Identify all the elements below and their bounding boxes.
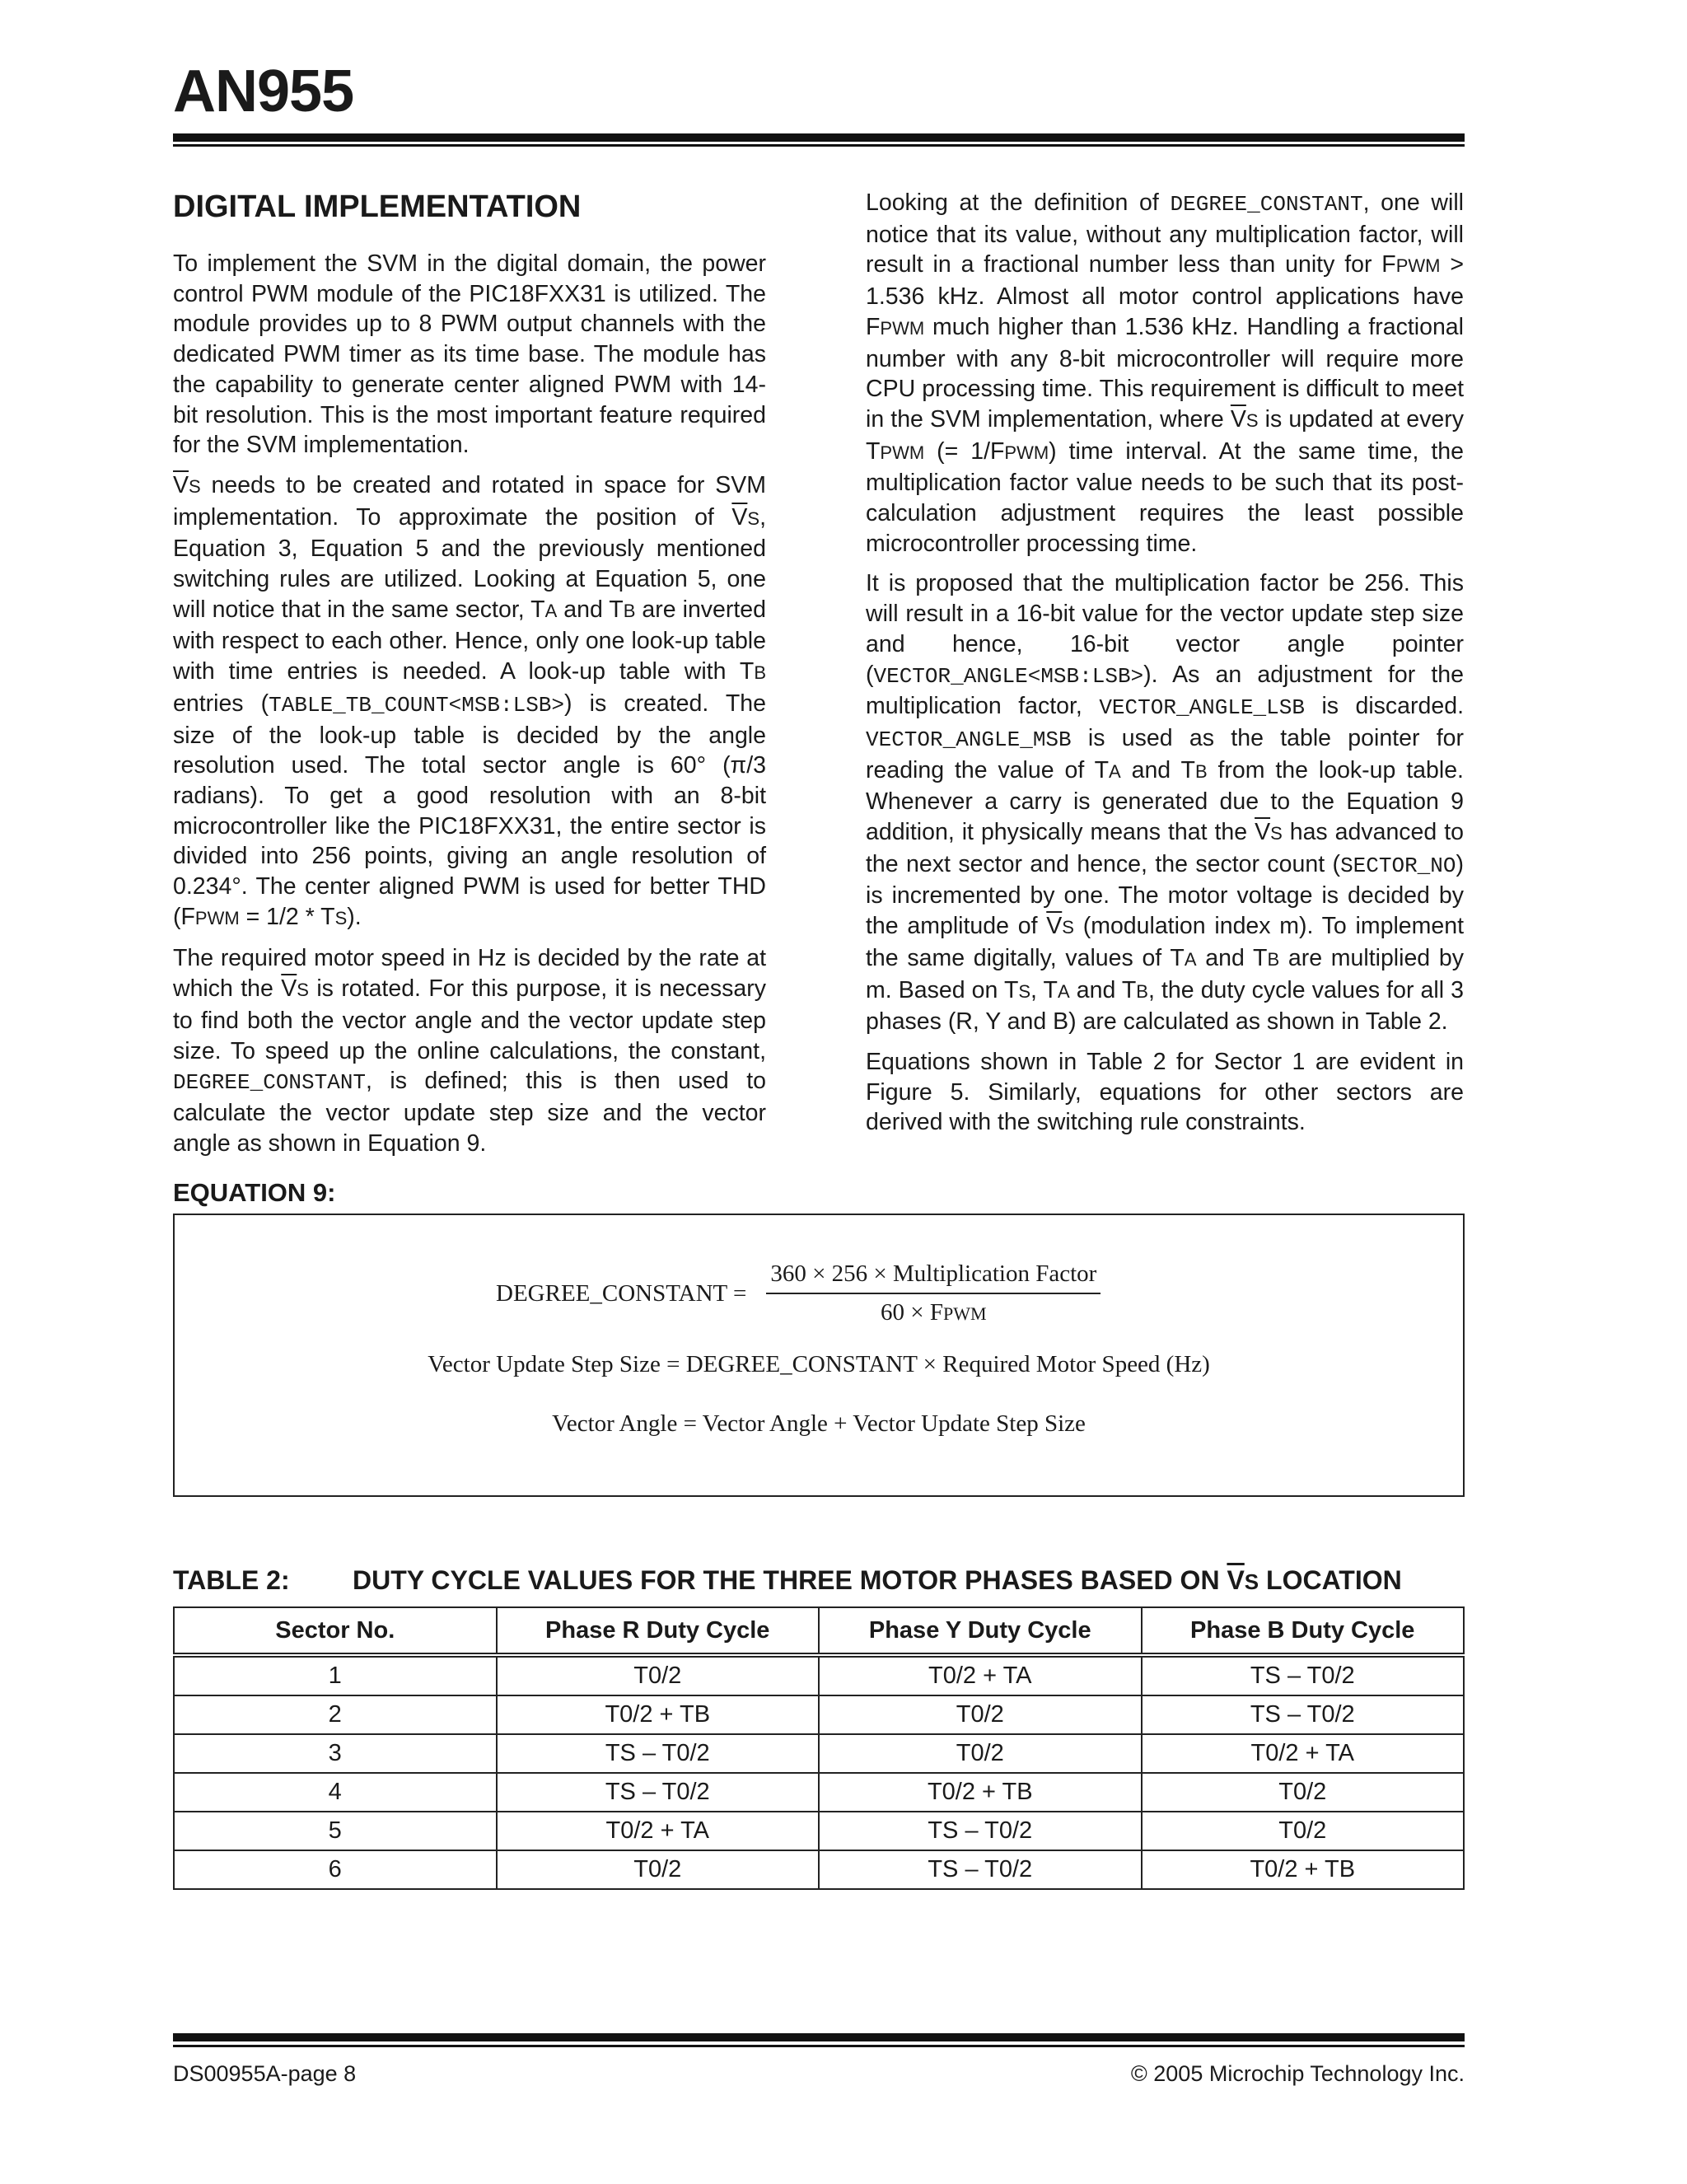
table-cell: T0/2 [819,1734,1142,1773]
table-cell: T0/2 + TB [819,1773,1142,1812]
paragraph-4: Looking at the definition of DEGREE_CONSTANT, one will notice that its value, without any multiplication factor, will result in a fractional number less than unity for FPWM > 1.536 kHz. Almost all motor control applications have FPWM much higher than 1.536 kHz. Handling a fractional number with any 8-bit microcontroller will require more CPU processing time. This requirement is difficult to meet in the SVM implementation, where $\overline{V}S$ is updated at every TPWM (= 1/FPWM) time interval. At the same time, the multiplication factor value needs to be such that its post-calculation adjustment requires the least possible microcontroller processing time. [866,189,1464,557]
column-header: Phase R Duty Cycle [497,1607,820,1655]
table-cell: T0/2 [1142,1773,1465,1812]
column-header: Phase B Duty Cycle [1142,1607,1465,1655]
paragraph-6: Equations shown in Table 2 for Sector 1 are evident in Figure 5. Similarly, equations for other sectors are derived with the switching rule constraints. [866,1048,1464,1136]
document-id: AN955 [173,58,354,124]
table-row [174,1655,1464,1695]
footer-rule [173,2033,1465,2041]
equation-fraction [766,1260,1101,1326]
paragraph-5: It is proposed that the multiplication factor be 256. This will result in a 16-bit value for the vector update step size and hence, 16-bit vector angle pointer (VECTOR_ANGLE<MSB:LSB>). As an adjustment for the multiplication factor, VECTOR_ANGLE_LSB is discarded. VECTOR_ANGLE_MSB is used as the table pointer for reading the value of TA and TB from the look-up table. Whenever a carry is generated due to the Equation 9 addition, it physically means that the $\overline{V}S$ has advanced to the next sector and hence, the sector count (SECTOR_NO) is incremented by one. The motor voltage is decided by the amplitude of $\overline{V}S$ (modulation index m). To implement the same digitally, values of TA and TB are multiplied by m. Based on TS, TA and TB, the duty cycle values for all 3 phases (R, Y and B) are calculated as shown in Table 2. [866,570,1465,1036]
header-rule [173,133,1465,142]
page-number: DS00955A-page 8 [173,2061,357,2086]
table-cell: T0/2 [1142,1812,1465,1850]
column-header: Phase Y Duty Cycle [819,1607,1142,1655]
header-rule-thin [173,144,1465,147]
duty-cycle-table [173,1606,1465,1890]
paragraph-2: $\overline{V}S$ needs to be created and rotated in space for SVM implementation. To approximate the position of $\overline{V}S$, Equation 3, Equation 5 and the previously mentioned switching rules are utilized. Looking at Equation 5, one will notice that in the same sector, TA and TB are inverted with respect to each other. Hence, only one look-up table with time entries is needed. A look-up table with TB entries (TABLE_TB_COUNT<MSB:LSB>) is created. The size of the look-up table is decided by the angle resolution used. The total sector angle is 60° (π/3 radians). To get a good resolution with an 8-bit microcontroller like the PIC18FXX31, the entire sector is divided into 256 points, giving an angle resolution of 0.234°. The center aligned PWM is used for better THD (FPWM = 1/2 * TS). [173,471,767,930]
table-cell: 6 [174,1850,497,1889]
table-cell: TS – T0/2 [497,1773,820,1812]
table-cell: T0/2 + TB [1142,1850,1465,1889]
column-header: Sector No. [174,1607,497,1655]
table-cell: T0/2 + TA [497,1812,820,1850]
table-title: DUTY CYCLE VALUES FOR THE THREE MOTOR PHASES BASED ON $\overline{V}S$ LOCATION [353,1565,1402,1595]
equation-line-3: Vector Angle = Vector Angle + Vector Update Step Size [552,1410,1086,1437]
equation-lhs: DEGREE_CONSTANT = [496,1279,747,1307]
fraction-bar [766,1293,1101,1294]
equation-line-1 [496,1260,1101,1326]
copyright: © 2005 Microchip Technology Inc. [1130,2061,1465,2086]
table-cell: T0/2 + TA [819,1655,1142,1695]
equation-line-2: Vector Update Step Size = DEGREE_CONSTANT × Required Motor Speed (Hz) [428,1351,1210,1377]
table-cell: T0/2 [497,1655,820,1695]
table-cell: T0/2 + TB [497,1695,820,1734]
paragraph-3: The required motor speed in Hz is decided by the rate at which the $\overline{V}S$ is rotated. For this purpose, it is necessary to find both the vector angle and the vector update step size. To speed up the online calculations, the constant, DEGREE_CONSTANT, is defined; this is then used to calculate the vector update step size and the vector angle as shown in Equation 9. [173,945,767,1157]
table-cell: 2 [174,1695,497,1734]
section-heading: DIGITAL IMPLEMENTATION [173,189,582,224]
table-label: TABLE 2: [173,1565,290,1595]
right-column [866,188,1464,1148]
equation-numerator: 360 × 256 × Multiplication Factor [770,1260,1097,1287]
equation-heading: EQUATION 9: [173,1178,336,1207]
table-cell: T0/2 [819,1695,1142,1734]
table-cell: TS – T0/2 [819,1812,1142,1850]
table-row [174,1734,1464,1773]
table-cell: TS – T0/2 [819,1850,1142,1889]
table-row [174,1850,1464,1889]
table-cell: 4 [174,1773,497,1812]
table-caption [173,1565,1402,1596]
table-cell: T0/2 + TA [1142,1734,1465,1773]
table-cell: TS – T0/2 [1142,1655,1465,1695]
table-cell: 1 [174,1655,497,1695]
table-row [174,1812,1464,1850]
table-row [174,1773,1464,1812]
paragraph-1: To implement the SVM in the digital domain, the power control PWM module of the PIC18FXX31 is utilized. The module provides up to 8 PWM output channels with the dedicated PWM timer as its time base. The module has the capability to generate center aligned PWM with 14-bit resolution. This is the most important feature required for the SVM implementation. [173,250,766,459]
table-header-row [174,1607,1464,1655]
table-cell: 5 [174,1812,497,1850]
footer-rule-thin [173,2045,1465,2047]
equation-box [173,1214,1465,1497]
table-cell: TS – T0/2 [1142,1695,1465,1734]
table-cell: TS – T0/2 [497,1734,820,1773]
table-cell: T0/2 [497,1850,820,1889]
table-cell: 3 [174,1734,497,1773]
left-column [173,188,766,1168]
table-row [174,1695,1464,1734]
equation-denominator: 60 × FPWM [881,1299,987,1326]
